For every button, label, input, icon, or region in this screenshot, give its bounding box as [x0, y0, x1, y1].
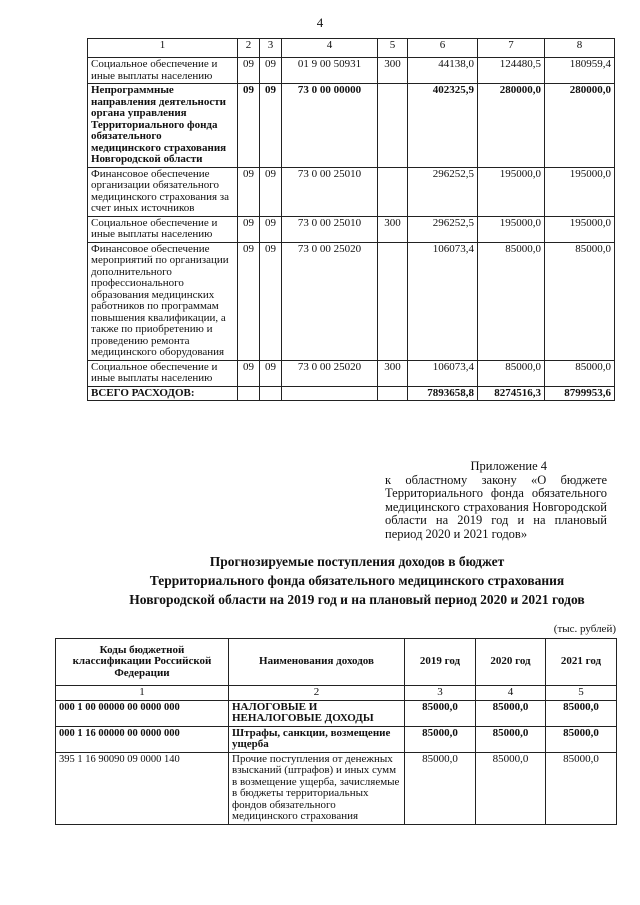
- cell: 296252,5: [408, 167, 478, 216]
- cell: 09: [238, 58, 260, 84]
- cell: 124480,5: [478, 58, 545, 84]
- column-header: 5: [378, 39, 408, 58]
- table-row: [56, 726, 617, 752]
- cell: 73 0 00 25010: [282, 167, 378, 216]
- appendix-title: Приложение 4: [470, 459, 547, 473]
- revenue-name: Штрафы, санкции, возмещение ущерба: [229, 726, 405, 752]
- cell: 85000,0: [476, 726, 546, 752]
- budget-code: 395 1 16 90090 09 0000 140: [56, 752, 229, 824]
- table-header-row: [56, 639, 617, 686]
- cell: 195000,0: [545, 216, 615, 242]
- total-2020: 8274516,3: [478, 386, 545, 401]
- cell: 85000,0: [546, 700, 617, 726]
- table-row: [88, 167, 615, 216]
- cell: 09: [260, 242, 282, 360]
- total-2021: 8799953,6: [545, 386, 615, 401]
- appendix-note: [385, 460, 607, 541]
- cell: 01 9 00 50931: [282, 58, 378, 84]
- column-number-row: [56, 686, 617, 701]
- cell: 296252,5: [408, 216, 478, 242]
- column-header: 2019 год: [405, 639, 476, 686]
- cell: 300: [378, 58, 408, 84]
- cell: 09: [260, 84, 282, 168]
- cell: 106073,4: [408, 242, 478, 360]
- table-row: [56, 700, 617, 726]
- column-header: 2021 год: [546, 639, 617, 686]
- cell: [238, 386, 260, 401]
- cell: 09: [238, 167, 260, 216]
- cell: 09: [238, 360, 260, 386]
- cell: [282, 386, 378, 401]
- column-number: 2: [229, 686, 405, 701]
- cell: 85000,0: [405, 752, 476, 824]
- cell: 85000,0: [478, 242, 545, 360]
- cell: 195000,0: [478, 167, 545, 216]
- row-name: Финансовое обеспечение организации обязательного медицинского страхования за счет иных источников: [88, 167, 238, 216]
- cell: 280000,0: [545, 84, 615, 168]
- cell: [378, 386, 408, 401]
- row-name: Социальное обеспечение и иные выплаты населению: [88, 58, 238, 84]
- total-2019: 7893658,8: [408, 386, 478, 401]
- cell: 300: [378, 216, 408, 242]
- revenue-name: Прочие поступления от денежных взысканий (штрафов) и иных сумм в возмещение ущерба, зачисляемые в бюджеты территориальных фондов обязательного медицинского страхования: [229, 752, 405, 824]
- cell: [260, 386, 282, 401]
- total-label: ВСЕГО РАСХОДОВ:: [88, 386, 238, 401]
- column-number: 3: [405, 686, 476, 701]
- table-row: [88, 84, 615, 168]
- page-number: 4: [316, 15, 324, 30]
- cell: 09: [238, 84, 260, 168]
- cell: 106073,4: [408, 360, 478, 386]
- cell: [378, 242, 408, 360]
- column-header: 2020 год: [476, 639, 546, 686]
- heading-line: Новгородской области на 2019 год и на плановый период 2020 и 2021 годов: [129, 592, 585, 607]
- row-name: Социальное обеспечение и иные выплаты населению: [88, 360, 238, 386]
- cell: 44138,0: [408, 58, 478, 84]
- cell: 402325,9: [408, 84, 478, 168]
- column-header: 7: [478, 39, 545, 58]
- heading-line: Территориального фонда обязательного медицинского страхования: [149, 573, 565, 588]
- cell: [378, 84, 408, 168]
- cell: 85000,0: [545, 242, 615, 360]
- row-name: Непрограммные направления деятельности органа управления Территориального фонда обязательного медицинского страхования Новгородской области: [88, 84, 238, 168]
- cell: 09: [260, 167, 282, 216]
- column-header: Коды бюджетной классификации Российской Федерации: [56, 639, 229, 686]
- cell: 85000,0: [545, 360, 615, 386]
- table-row: [88, 242, 615, 360]
- cell: 09: [260, 360, 282, 386]
- column-header: 3: [260, 39, 282, 58]
- cell: 195000,0: [545, 167, 615, 216]
- revenue-table: [55, 638, 617, 825]
- column-number: 4: [476, 686, 546, 701]
- cell: [378, 167, 408, 216]
- cell: 73 0 00 00000: [282, 84, 378, 168]
- cell: 85000,0: [478, 360, 545, 386]
- budget-code: 000 1 16 00000 00 0000 000: [56, 726, 229, 752]
- column-header: 2: [238, 39, 260, 58]
- table-row: [56, 752, 617, 824]
- heading-line: Прогнозируемые поступления доходов в бюджет: [209, 554, 505, 569]
- column-header: 1: [88, 39, 238, 58]
- cell: 300: [378, 360, 408, 386]
- cell: 73 0 00 25010: [282, 216, 378, 242]
- total-row: [88, 386, 615, 401]
- cell: 85000,0: [405, 726, 476, 752]
- units-note: (тыс. рублей): [553, 623, 616, 635]
- cell: 85000,0: [476, 752, 546, 824]
- column-header: 6: [408, 39, 478, 58]
- table-header-row: [88, 39, 615, 58]
- cell: 09: [238, 216, 260, 242]
- appendix-text: к областному закону «О бюджете Территориального фонда обязательного медицинского страхования Новгородской области на 2019 год и на плановый период 2020 и 2021 годов»: [385, 472, 607, 541]
- cell: 85000,0: [546, 752, 617, 824]
- table-row: [88, 58, 615, 84]
- table-row: [88, 360, 615, 386]
- column-header: 8: [545, 39, 615, 58]
- cell: 85000,0: [405, 700, 476, 726]
- row-name: Финансовое обеспечение мероприятий по организации дополнительного профессионального образования медицинских работников по программам повышения квалификации, а также по приобретению и проведению ремонта медицинского оборудования: [88, 242, 238, 360]
- cell: 09: [238, 242, 260, 360]
- column-number: 5: [546, 686, 617, 701]
- cell: 195000,0: [478, 216, 545, 242]
- budget-code: 000 1 00 00000 00 0000 000: [56, 700, 229, 726]
- cell: 280000,0: [478, 84, 545, 168]
- cell: 85000,0: [546, 726, 617, 752]
- cell: 180959,4: [545, 58, 615, 84]
- revenue-name: НАЛОГОВЫЕ И НЕНАЛОГОВЫЕ ДОХОДЫ: [229, 700, 405, 726]
- expenses-table: [87, 38, 615, 401]
- cell: 73 0 00 25020: [282, 242, 378, 360]
- column-header: 4: [282, 39, 378, 58]
- document-heading: [90, 552, 624, 609]
- cell: 09: [260, 216, 282, 242]
- table-row: [88, 216, 615, 242]
- cell: 09: [260, 58, 282, 84]
- cell: 85000,0: [476, 700, 546, 726]
- cell: 73 0 00 25020: [282, 360, 378, 386]
- column-number: 1: [56, 686, 229, 701]
- row-name: Социальное обеспечение и иные выплаты населению: [88, 216, 238, 242]
- column-header: Наименования доходов: [229, 639, 405, 686]
